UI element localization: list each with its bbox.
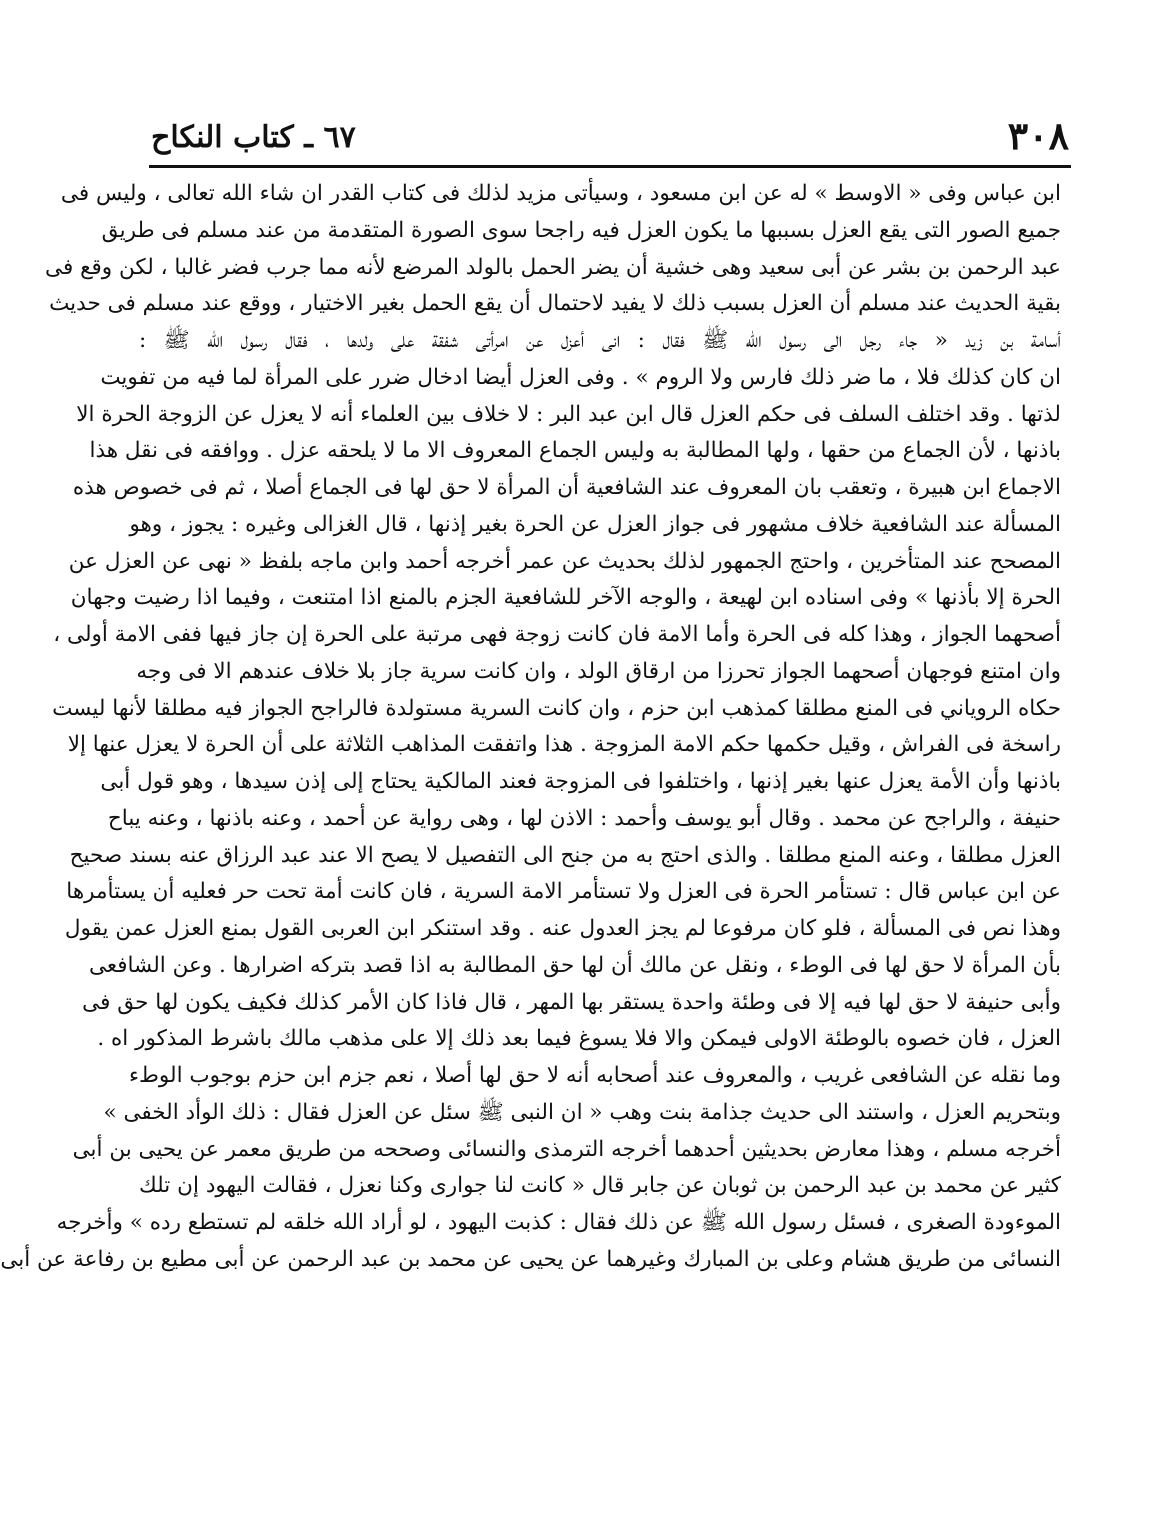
text-line: ان كان كذلك فلا ، ما ضر ذلك فارس ولا الروم » . وفى العزل أيضا ادخال ضرر على المرأة لما فيه من تفويت — [100, 364, 1061, 390]
text-line: وما نقله عن الشافعى غريب ، والمعروف عند أصحابه أنه لا حق لها أصلا ، نعم جزم ابن حزم بوجوب الوطء — [128, 1063, 1061, 1088]
text-line: المسألة عند الشافعية خلاف مشهور فى جواز العزل عن الحرة بغير إذنها ، قال الغزالى وغيره : يجوز ، وهو — [129, 511, 1061, 537]
text-line: المصحح عند المتأخرين ، واحتج الجمهور لذلك بحديث عن عمر أخرجه أحمد وابن ماجه بلفظ « نهى عن العزل عن — [68, 548, 1061, 574]
text-line: وان امتنع فوجهان أصحهما الجواز تحرزا من ارقاق الولد ، وان كانت سرية جاز بلا خلاف عندهم الا فى وجه — [136, 658, 1061, 684]
text-line: باذنها ، لأن الجماع من حقها ، ولها المطالبة به وليس الجماع المعروف الا ما لا يلحقه عزل . ووافقه فى نقل هذا — [89, 438, 1061, 464]
text-line: أصحهما الجواز ، وهذا كله فى الحرة وأما الامة فان كانت زوجة فهى مرتبة على الحرة إن جاز فيها ففى الامة أولى ، — [53, 622, 1061, 647]
text-line: لذتها . وقد اختلف السلف فى حكم العزل قال ابن عبد البر : لا خلاف بين العلماء أنه لا يعزل عن الزوجة الحرة الا — [76, 401, 1061, 427]
text-line: العزل مطلقا ، وعنه المنع مطلقا . والذى احتج به من جنح الى التفصيل لا يصح الا عند عبد الرزاق عنه بسند صحيح — [69, 842, 1061, 868]
text-line: راسخة فى الفراش ، وقيل حكمها حكم الامة المزوجة . هذا واتفقت المذاهب الثلاثة على أن الحرة لا يعزل عنها إلا — [67, 732, 1061, 758]
text-line: بأن المرأة لا حق لها فى الوطء ، ونقل عن مالك أن لها حق المطالبة به اذا قصد بتركه اضرارها . وعن الشافعى — [88, 952, 1061, 978]
text-line: أخرجه مسلم ، وهذا معارض بحديثين أحدهما أخرجه الترمذى والنسائى وصححه من طريق معمر عن يحيى بن أبى — [72, 1136, 1061, 1162]
text-line: وبتحريم العزل ، واستند الى حديث جذامة بنت وهب « ان النبى ﷺ سئل عن العزل فقال : ذلك الوأد الخفى » — [103, 1099, 1061, 1125]
text-line: أسامة بن زيد « جاء رجل الى رسول الله ﷺ فقال : انى أعزل عن امرأتى شفقة على ولدها ، فقال رسول الله ﷺ : — [139, 328, 1061, 353]
header-rule — [149, 165, 1071, 168]
text-line: الاجماع ابن هبيرة ، وتعقب بان المعروف عند الشافعية أن المرأة لا حق لها فى الجماع أصلا ، ثم فى خصوص هذه — [72, 475, 1061, 500]
text-line: الحرة إلا بأذنها » وفى اسناده ابن لهيعة ، والوجه الآخر للشافعية الجزم بالمنع اذا امتنعت ، وفيما اذا رضيت وجهان — [70, 585, 1061, 611]
body-text — [0, 176, 1061, 1516]
text-line: كثير عن محمد بن عبد الرحمن بن ثوبان عن جابر قال « كانت لنا جوارى وكنا نعزل ، فقالت اليهود إن تلك — [139, 1173, 1061, 1199]
text-line: حكاه الروياني فى المنع مطلقا كمذهب ابن حزم ، وان كانت السرية مستولدة فالراجح الجواز فيه مطلقا لأنها ليست — [52, 695, 1061, 721]
text-line: عن ابن عباس قال : تستأمر الحرة فى العزل ولا تستأمر الامة السرية ، فان كانت أمة تحت حر فعليه أن يستأمرها — [66, 879, 1061, 905]
text-line: بقية الحديث عند مسلم أن العزل بسبب ذلك لا يفيد لاحتمال أن يقع الحمل بغير الاختيار ، ووقع عند مسلم فى حديث — [49, 291, 1061, 317]
text-line: ابن عباس وفى « الاوسط » له عن ابن مسعود ، وسيأتى مزيد لذلك فى كتاب القدر ان شاء الله تعالى ، وليس فى — [60, 181, 1061, 206]
running-head-chapter-title: ٦٧ ـ كتاب النكاح — [151, 120, 356, 155]
text-line: النسائى من طريق هشام وعلى بن المبارك وغيرهما عن يحيى عن محمد بن عبد الرحمن عن أبى مطيع بن رفاعة عن أبى — [0, 1246, 1061, 1272]
text-line: باذنها وأن الأمة يعزل عنها بغير إذنها ، واختلفوا فى المزوجة فعند المالكية يحتاج إلى إذن سيدها ، وهو قول أبى — [100, 769, 1061, 794]
text-line: وهذا نص فى المسألة ، فلو كان مرفوعا لم يجز العدول عنه . وقد استنكر ابن العربى القول بمنع العزل عمن يقول — [64, 916, 1061, 941]
text-line: جميع الصور التى يقع العزل بسببها ما يكون العزل فيه راجحا سوى الصورة المتقدمة من عند مسلم فى طريق — [101, 217, 1061, 243]
page-header — [151, 112, 1069, 160]
text-line: وأبى حنيفة لا حق لها فيه إلا فى وطئة واحدة يستقر بها المهر ، قال فاذا كان الأمر كذلك فكيف يكون لها حق فى — [82, 989, 1061, 1015]
text-line: الموءودة الصغرى ، فسئل رسول الله ﷺ عن ذلك فقال : كذبت اليهود ، لو أراد الله خلقه لم تستطع رده » وأخرجه — [56, 1210, 1061, 1235]
text-line: عبد الرحمن بن بشر عن أبى سعيد وهى خشية أن يضر الحمل بالولد المرضع لأنه مما جرب فضر غالبا ، لكن وقع فى — [45, 254, 1061, 280]
text-line: العزل ، فان خصوه بالوطئة الاولى فيمكن والا فلا يسوغ فيما بعد ذلك إلا على مذهب مالك باشرط المذكور اه . — [97, 1026, 1061, 1052]
page-number: ٣٠٨ — [1007, 113, 1069, 158]
text-line: حنيفة ، والراجح عن محمد . وقال أبو يوسف وأحمد : الاذن لها ، وهى رواية عن أحمد ، وعنه باذنها ، وعنه يباح — [107, 805, 1061, 831]
